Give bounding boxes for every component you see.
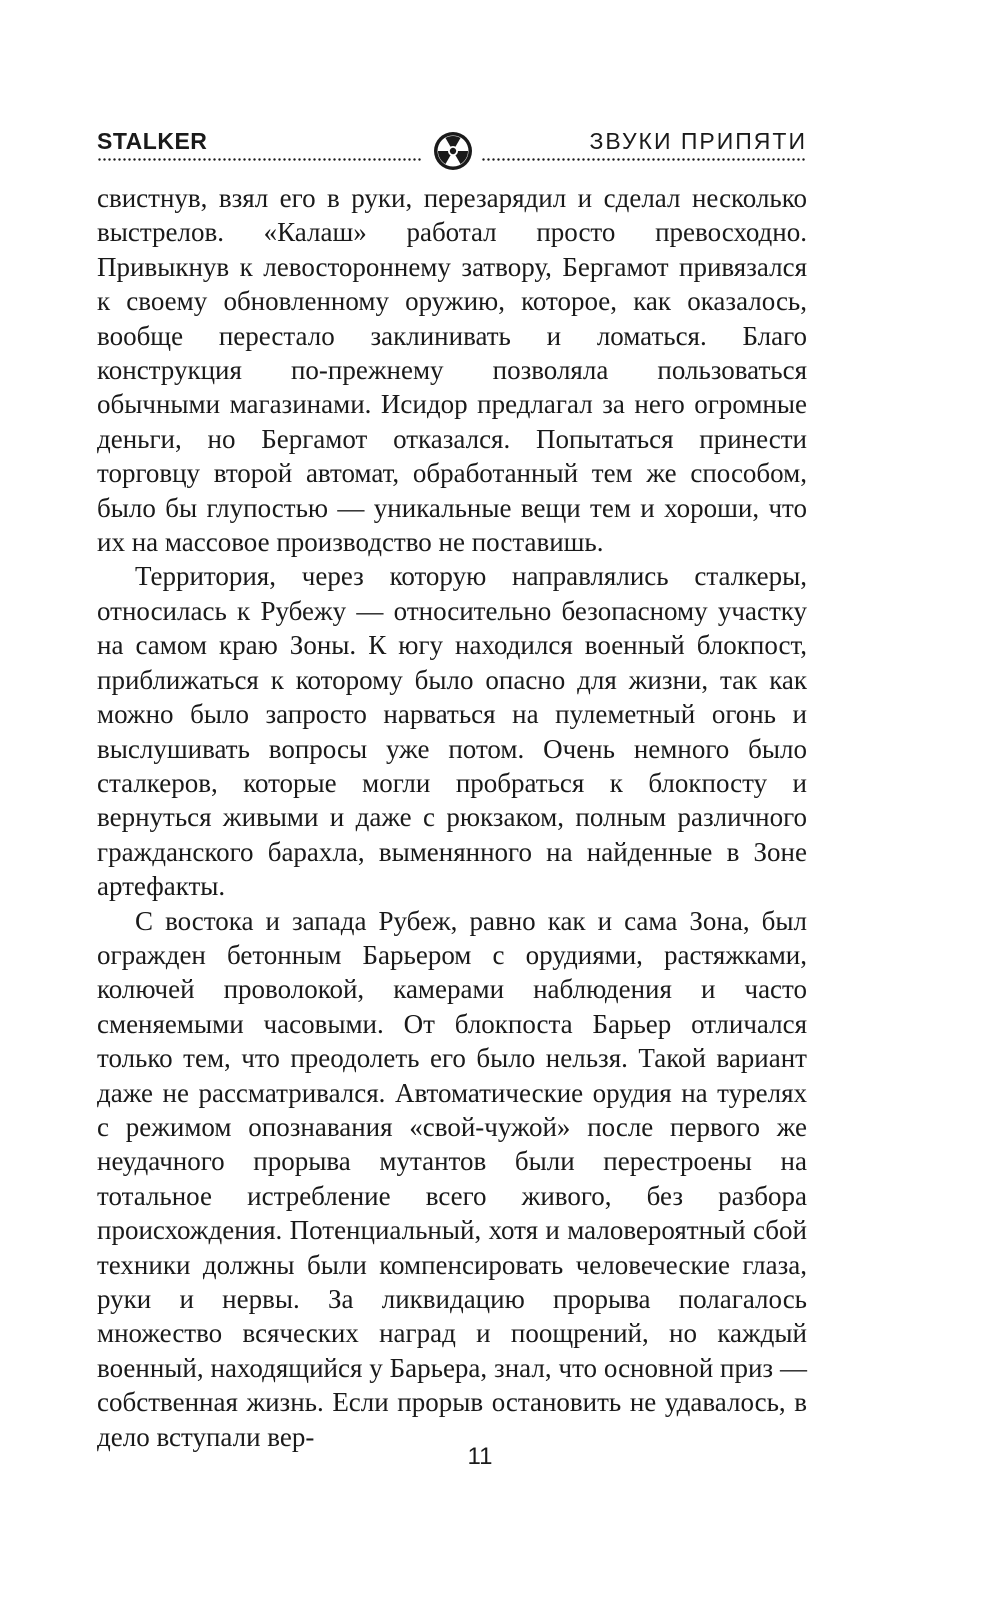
paragraph: свистнув, взял его в руки, перезарядил и сделал несколько выстрелов. «Калаш» работал просто превосходно. Привыкнув к левостороннему затвору, Бергамот привязался к своему обновленному оружию, которое, как оказалось, вообще перестало заклинивать и ломаться. Благо конструкция по-прежнему позволяла пользоваться обычными магазинами. Исидор предлагал за него огромные деньги, но Бергамот отказался. Попытаться принести торговцу второй автомат, обработанный тем же способом, было бы глупостью — уникальные вещи тем и хороши, что их на массовое производство не поставишь. <box>97 183 807 558</box>
series-title: STALKER <box>97 128 208 154</box>
dotted-leader-right <box>481 158 807 161</box>
page-number: 11 <box>467 1443 493 1470</box>
book-title: ЗВУКИ ПРИПЯТИ <box>589 128 807 154</box>
running-header <box>97 126 807 172</box>
dotted-leader-left <box>97 158 423 161</box>
paragraph: С востока и запада Рубеж, равно как и сама Зона, был огражден бетонным Барьером с орудиями, растяжками, колючей проволокой, камерами наблюдения и часто сменяемыми часовыми. От блокпоста Барьер отличался только тем, что преодолеть его было нельзя. Такой вариант даже не рассматривался. Автоматические орудия на турелях с режимом опознавания «свой-чужой» после первого же неудачного прорыва мутантов были перестроены на тотальное истребление всего живого, без разбора происхождения. Потенциальный, хотя и маловероятный сбой техники должны были компенсировать человеческие глаза, руки и нервы. За ликвидацию прорыва полагалось множество всяческих наград и поощрений, но каждый военный, находящийся у Барьера, знал, что основной приз — собственная жизнь. Если прорыв остановить не удавалось, в дело вступали вер- <box>97 905 807 1452</box>
paragraph: Территория, через которую направлялись сталкеры, относилась к Рубежу — относительно безопасному участку на самом краю Зоны. К югу находился военный блокпост, приближаться к которому было опасно для жизни, так как можно было запросто нарваться на пулеметный огонь и выслушивать вопросы уже потом. Очень немного было сталкеров, которые могли пробраться к блокпосту и вернуться живыми и даже с рюкзаком, полным различного гражданского барахла, выменянного на найденные в Зоне артефакты. <box>97 561 807 902</box>
radiation-icon <box>433 131 473 171</box>
body-text <box>97 181 807 1454</box>
